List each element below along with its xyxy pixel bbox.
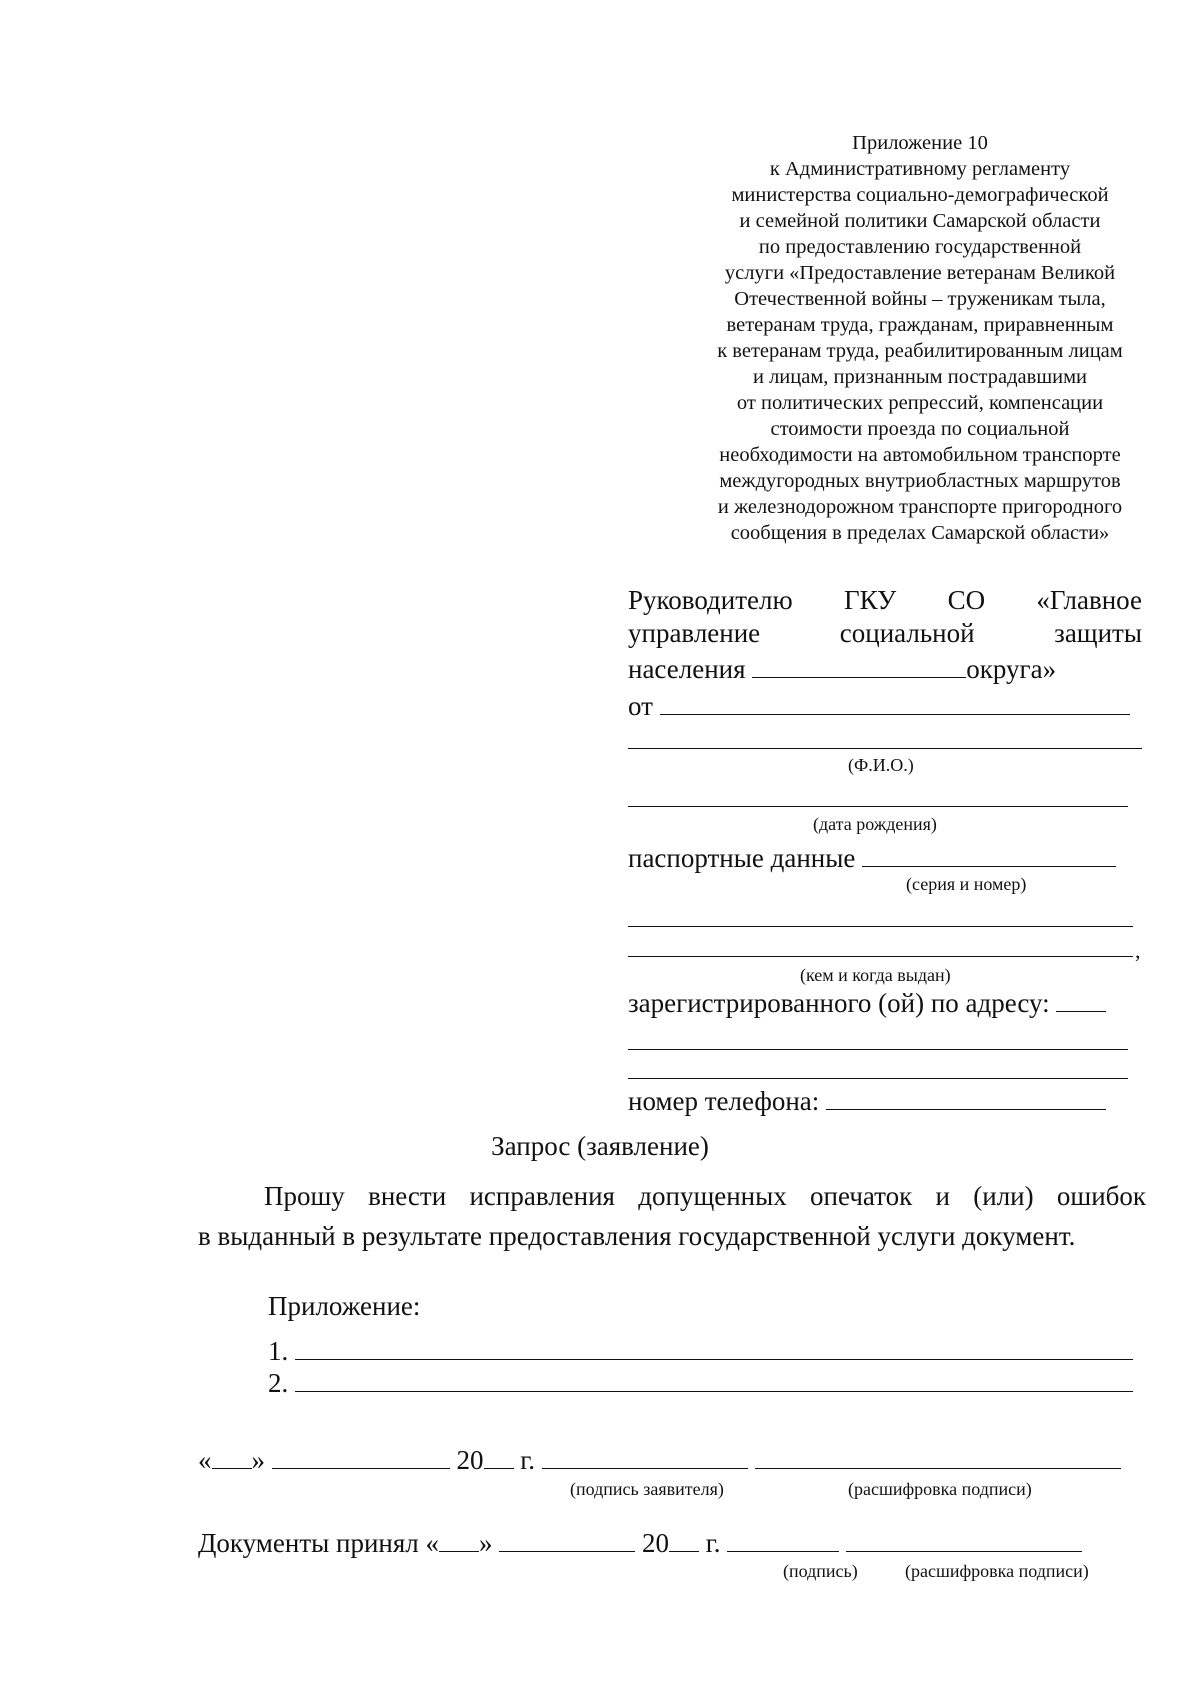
district-field[interactable] [752,651,966,678]
birthdate-field[interactable] [628,806,1128,807]
phone-row: номер телефона: [628,1083,1106,1117]
passport-field[interactable] [862,840,1116,867]
annex-header [690,130,1150,546]
annex-line: междугородных внутриобластных маршрутов [719,470,1121,492]
address-field-3[interactable] [628,1078,1128,1079]
annex-line: от политических репрессий, компенсации [736,392,1104,414]
attachments-label: Приложение: [268,1291,421,1321]
address-field-1[interactable] [1056,985,1106,1012]
applicant-signature-caption: (подпись заявителя) [570,1479,724,1499]
from-row: от [628,688,1130,722]
request-text-2: в выданный в результате предоставления государственной услуги документ. [198,1221,1076,1251]
passport-issued-field-2[interactable] [628,956,1133,957]
applicant-signature-field[interactable] [542,1442,748,1469]
annex-line: и семейной политики Самарской области [739,210,1101,232]
accepted-year-field[interactable] [669,1525,699,1552]
annex-line: Отечественной войны – труженикам тыла, [734,288,1106,310]
passport-caption: (серия и номер) [906,874,1027,894]
addressee-line-1: Руководителю ГКУ СО «Главное [628,585,1142,615]
accepted-decryption-caption: (расшифровка подписи) [905,1561,1089,1581]
passport-issued-field-1[interactable] [628,926,1133,927]
applicant-decryption-field[interactable] [755,1442,1121,1469]
registered-row: зарегистрированного (ой) по адресу: [628,985,1106,1019]
attachment-field-2[interactable] [295,1365,1133,1392]
phone-field[interactable] [826,1083,1106,1110]
fio-field[interactable] [628,748,1142,749]
annex-line: Приложение 10 [852,132,988,154]
accepted-signature-caption: (подпись) [783,1561,858,1581]
month-field[interactable] [272,1442,450,1469]
applicant-signature-row: « » 20 г. [198,1442,1121,1476]
addressee-line-2: управление социальной защиты [628,618,1142,648]
annex-line: к ветеранам труда, реабилитированным лицам [717,340,1123,362]
annex-line: к Административному регламенту [769,158,1071,180]
annex-line: необходимости на автомобильном транспорте [719,444,1121,466]
annex-line: услуги «Предоставление ветеранам Великой [724,262,1116,284]
attachment-item-2: 2. [268,1365,1133,1399]
from-field[interactable] [660,688,1130,715]
request-title: Запрос (заявление) [491,1131,709,1161]
annex-line: ветеранам труда, гражданам, приравненным [726,314,1114,336]
accepted-decryption-field[interactable] [846,1525,1082,1552]
addressee-line-3: населения округа» [628,651,1056,685]
attachment-field-1[interactable] [295,1333,1133,1360]
documents-accepted-row: Документы принял « » 20 г. [198,1525,1082,1559]
annex-line: министерства социально-демографической [731,184,1109,206]
accepted-day-field[interactable] [439,1525,479,1552]
annex-line: по предоставлению государственной [758,236,1082,258]
year-field[interactable] [484,1442,514,1469]
address-field-2[interactable] [628,1049,1128,1050]
birthdate-caption: (дата рождения) [813,814,937,834]
comma: , [1135,938,1141,963]
accepted-month-field[interactable] [499,1525,635,1552]
applicant-decryption-caption: (расшифровка подписи) [848,1479,1032,1499]
annex-line: и железнодорожном транспорте пригородного [717,496,1123,518]
issued-caption: (кем и когда выдан) [800,965,951,985]
fio-caption: (Ф.И.О.) [848,755,914,775]
accepted-signature-field[interactable] [727,1525,839,1552]
attachment-item-1: 1. [268,1333,1133,1367]
annex-line: сообщения в пределах Самарской области» [730,522,1110,544]
passport-row: паспортные данные [628,840,1116,874]
annex-line: стоимости проезда по социальной [770,418,1070,440]
request-text-1: Прошу внести исправления допущенных опечаток и (или) ошибок [264,1181,1146,1211]
annex-line: и лицам, признанным пострадавшими [752,366,1088,388]
day-field[interactable] [212,1442,252,1469]
